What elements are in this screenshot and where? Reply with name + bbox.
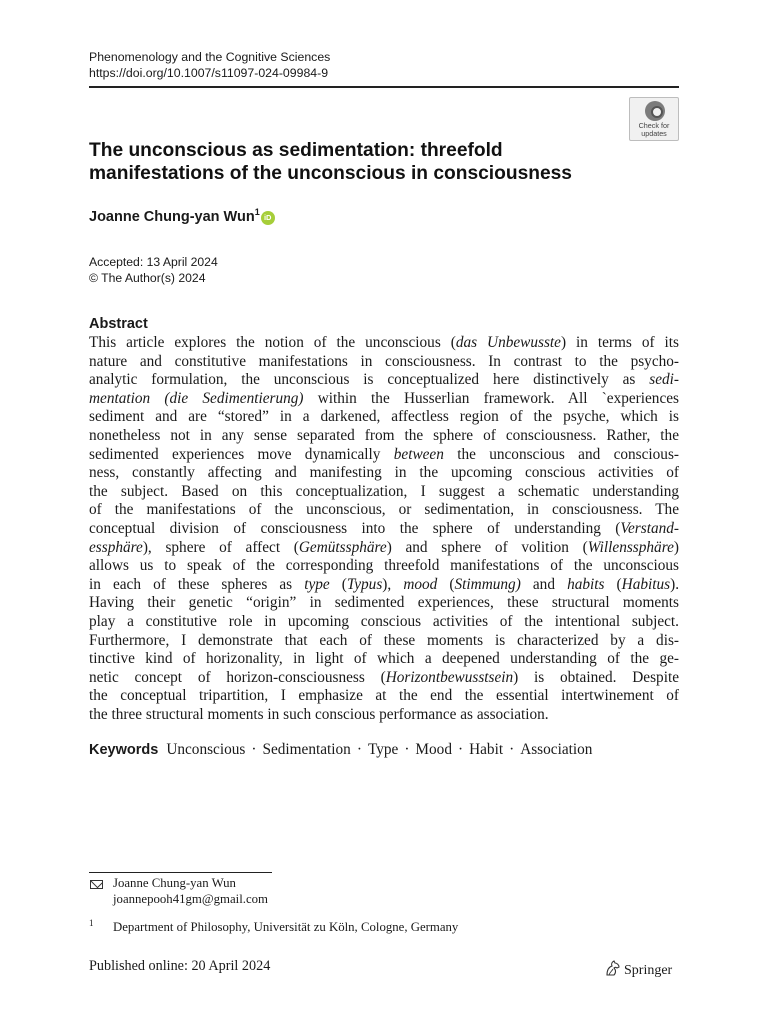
keywords: [89, 741, 592, 759]
keyword-separator: ·: [457, 741, 464, 758]
abstract-body: [89, 334, 679, 724]
journal-name: Phenomenology and the Cognitive Sciences: [89, 50, 331, 64]
article-dates: [89, 254, 218, 286]
affiliation-number: 1: [89, 918, 94, 928]
abstract-line: mentation (die Sedimentierung) within the Husserlian framework. All `experiences: [89, 389, 679, 407]
orcid-icon[interactable]: iD: [261, 211, 275, 225]
article-title: The unconscious as sedimentation: threefold manifestations of the unconscious in consciousness: [89, 140, 572, 184]
envelope-icon: [90, 880, 103, 889]
author-line: [89, 207, 275, 225]
affiliation-text: Department of Philosophy, Universität zu Köln, Cologne, Germany: [113, 920, 459, 934]
abstract-line: This article explores the notion of the unconscious (das Unbewusste) in terms of its: [89, 334, 679, 351]
keyword-separator: ·: [251, 741, 257, 758]
keywords-list: [166, 741, 592, 758]
abstract-line: sedimented experiences move dynamically between the unconscious and conscious-: [89, 445, 679, 463]
abstract-line: the subject. Based on this conceptualization, I suggest a schematic understanding: [89, 482, 679, 500]
badge-line-1: Check for: [638, 121, 670, 130]
keyword: Unconscious: [166, 741, 246, 758]
publisher-logo: [604, 960, 672, 979]
published-date: Published online: 20 April 2024: [89, 958, 271, 974]
doi-link[interactable]: https://doi.org/10.1007/s11097-024-09984-9: [89, 66, 329, 80]
abstract-line: the three structural moments in such conscious performance as association.: [89, 705, 549, 723]
correspondence-name: Joanne Chung-yan Wun: [113, 876, 236, 890]
abstract-heading: Abstract: [89, 316, 148, 332]
publisher-name: Springer: [624, 963, 673, 978]
keyword: Type: [367, 741, 399, 758]
correspondence: [89, 876, 268, 907]
abstract-line: allows us to speak of the corresponding threefold manifestations of the unconscious: [89, 557, 679, 575]
author-name[interactable]: Joanne Chung-yan Wun: [89, 209, 255, 225]
badge-line-2: updates: [641, 129, 667, 138]
abstract-line: Having their genetic “origin” in sedimented experiences, these structural moments: [89, 594, 679, 612]
abstract-line: nonetheless not in any sense separated from the sphere of consciousness. Rather, the: [89, 426, 679, 444]
footnote-divider: [89, 872, 272, 873]
affiliation: [89, 919, 458, 935]
abstract-line: the conceptual tripartition, I emphasize at the end the essential intertwinement of: [89, 687, 679, 705]
keyword-separator: ·: [356, 741, 362, 758]
check-for-updates-icon: [645, 101, 665, 121]
keyword: Mood: [415, 741, 452, 758]
keyword: Habit: [469, 741, 504, 758]
check-for-updates-badge[interactable]: [629, 97, 679, 141]
journal-header: [89, 49, 330, 81]
abstract-line: essphäre), sphere of affect (Gemütssphäre) and sphere of volition (Willenssphäre): [89, 538, 679, 556]
abstract-line: nature and constitutive manifestations in consciousness. In contrast to the psycho-: [89, 352, 679, 370]
keyword: Sedimentation: [262, 741, 351, 758]
abstract-line: in each of these spheres as type (Typus), mood (Stimmung) and habits (Habitus).: [89, 575, 680, 593]
keyword: Association: [520, 741, 593, 758]
abstract-line: Furthermore, I demonstrate that each of these moments is characterized by a dis-: [89, 631, 679, 649]
abstract-line: play a constitutive role in upcoming conscious activities of the intentional subject.: [89, 612, 679, 630]
abstract-line: of the manifestations of the unconscious, or sedimentation, in consciousness. The: [89, 501, 679, 519]
abstract-line: tinctive kind of horizonality, in light of which a deepened understanding of the ge-: [89, 650, 679, 668]
springer-horse-icon: [604, 960, 621, 976]
keyword-separator: ·: [404, 741, 410, 758]
abstract-line: analytic formulation, the unconscious is conceptualized here distinctively as sedi-: [89, 371, 679, 389]
keywords-label: Keywords: [89, 742, 159, 758]
keyword-separator: ·: [509, 741, 515, 758]
copyright-notice: © The Author(s) 2024: [89, 271, 206, 285]
abstract-line: netic concept of horizon-consciousness (Horizontbewusstsein) is obtained. Despite: [89, 668, 679, 686]
abstract-line: ness, constantly affecting and manifesting in the upcoming conscious activities of: [89, 464, 679, 482]
accepted-date: Accepted: 13 April 2024: [89, 255, 218, 269]
header-divider: [89, 86, 679, 88]
abstract-line: sediment and are “stored” in a darkened, affectless region of the psyche, which is: [89, 408, 679, 426]
author-affiliation-mark: 1: [254, 207, 260, 217]
correspondence-email[interactable]: joannepooh41gm@gmail.com: [113, 891, 269, 906]
abstract-line: conceptual division of consciousness into the sphere of understanding (Verstand-: [89, 519, 679, 537]
